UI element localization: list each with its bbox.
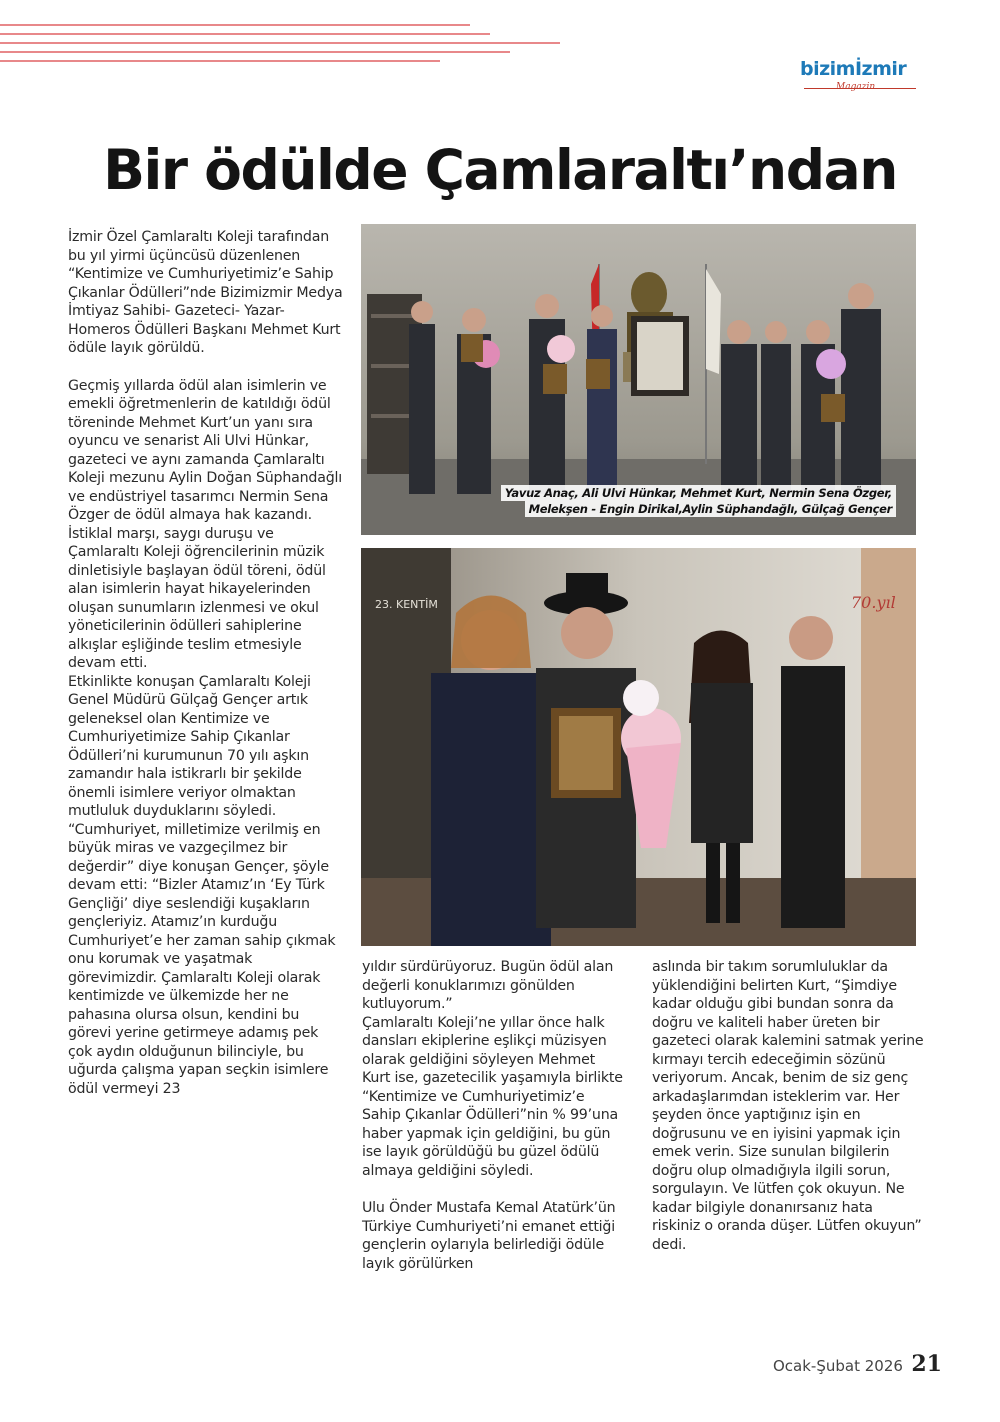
paragraph: Geçmiş yıllarda ödül alan isimlerin ve emekli öğretmenlerin de katıldığı ödül töreninde Mehmet Kurt’un yanı sıra oyuncu ve senarist Ali Ulvi Hünkar, gazeteci ve aynı zamanda Çamlaraltı Koleji mezunu Aylin Doğan Süphandağlı ve endüstriyel tasarımcı Nermin Sena Özger de ödül almaya hak kazandı. (68, 377, 343, 523)
article-title: Bir ödülde Çamlaraltı’ndan (103, 138, 897, 202)
paragraph: İstiklal marşı, saygı duruşu ve Çamlaraltı Koleji öğrencilerinin müzik dinletisiyle başlayan ödül töreni, ödül alan isimlerin hayat hikayelerinden oluşan sunumların izlenmesi ve okul yöneticilerinin ödülleri sahiplerine alkışlar eşliğinde teslim etmesiyle devam etti. (68, 525, 326, 671)
article-column-1 (68, 228, 344, 1098)
banner-text: 23. KENTİM (375, 598, 438, 611)
award-photo-illustration (361, 548, 916, 946)
paragraph: Ulu Önder Mustafa Kemal Atatürk’ün Türkiye Cumhuriyeti’ni emanet ettiği gençlerin oylarıyla belirlediği ödüle layık görülürken (362, 1200, 616, 1272)
page-number: 21 (911, 1351, 942, 1377)
issue-date: Ocak-Şubat 2026 (773, 1357, 903, 1375)
logo-subtitle: Magazin (836, 82, 876, 92)
header-stripe-3 (0, 42, 560, 44)
header-stripe-2 (0, 33, 490, 35)
paragraph: “Cumhuriyet, milletimize verilmiş en büyük miras ve vazgeçilmez bir değerdir” diye konuşan Gençer, şöyle devam etti: “Bizler Atamız’ın ‘Ey Türk Gençliği’ diye seslendiği kuşakların gençleriyiz. Atamız’ın kurduğu Cumhuriyet’e her zaman sahip çıkmak onu korumak ve yaşatmak görevimizdir. Çamlaraltı Koleji olarak kentimizde ve ülkemizde her ne pahasına olursa olsun, kendini bu görevi yerine getirmeye adamış pek çok aydın olduğunun bilinciyle, bu uğurda çalışma yapan seçkin isimlere ödül vermeyi 23 (68, 821, 336, 1097)
paragraph: İzmir Özel Çamlaraltı Koleji tarafından bu yıl yirmi üçüncüsü düzenlenen “Kentimize ve Cumhuriyetimiz’e Sahip Çıkanlar Ödülleri”nde Bizimizmir Medya İmtiyaz Sahibi- Gazeteci- Yazar- Homeros Ödülleri Başkanı Mehmet Kurt ödüle layık görüldü. (68, 229, 343, 356)
anniversary-mark: 70.yıl (851, 593, 896, 612)
article-column-3 (652, 958, 924, 1254)
header-stripe-5 (0, 60, 440, 62)
paragraph: Etkinlikte konuşan Çamlaraltı Koleji Genel Müdürü Gülçağ Gençer artık geleneksel olan Kentimize ve Cumhuriyetimize Sahip Çıkanlar Ödülleri’ni kurumunun 70 yılı aşkın zamandır hala istikrarlı bir şekilde önemli isimlere veriyor olmaktan mutluluk duyduklarını söyledi. (68, 673, 311, 819)
award-photo (361, 548, 916, 946)
article-column-2 (362, 958, 626, 1273)
paragraph: Çamlaraltı Koleji’ne yıllar önce halk dansları ekiplerine eşlikçi müzisyen olarak geldiğini söyleyen Mehmet Kurt ise, gazetecilik yaşamıyla birlikte “Kentimize ve Cumhuriyetimiz’e Sahip Çıkanlar Ödülleri”nin % 99’una haber yapmak için geldiğini, bu gün ise layık görüldüğü bu güzel ödülü almaya geldiğini söyledi. (362, 1014, 623, 1179)
header-stripe-1 (0, 24, 470, 26)
paragraph: aslında bir takım sorumluluklar da yüklendiğini belirten Kurt, “Şimdiye kadar olduğu gibi bundan sonra da doğru ve kaliteli haber üreten bir gazeteci olarak kalemini satmak yerine kırmayı tercih edeceğimin sözünü veriyorum. Ancak, benim de siz genç arkadaşlarımdan isteklerim var. Her şeyden önce yaptığınız işin en doğrusunu ve en iyisini yapmak için emek verin. Size sunulan bilgilerin doğru olup olmadığıyla ilgili sorun, sorgulayın. Ve lütfen çok okuyun. Ne kadar bilgiyle donanırsanız hata riskiniz o oranda düşer. Lütfen okuyun” dedi. (652, 959, 924, 1253)
paragraph: yıldır sürdürüyoruz. Bugün ödül alan değerli konuklarımızı gönülden kutluyorum.” (362, 959, 614, 1012)
logo-wordmark: bizimİzmir (800, 58, 907, 80)
group-photo (361, 224, 916, 535)
page-footer (773, 1351, 942, 1377)
caption-line-1: Yavuz Anaç, Ali Ulvi Hünkar, Mehmet Kurt, Nermin Sena Özger, (501, 485, 896, 501)
brand-logo (800, 58, 920, 98)
caption-line-2: Melekşen - Engin Dirikal,Aylin Süphandağlı, Gülçağ Gençer (525, 501, 896, 517)
photo-caption (501, 485, 896, 517)
header-stripe-4 (0, 51, 510, 53)
